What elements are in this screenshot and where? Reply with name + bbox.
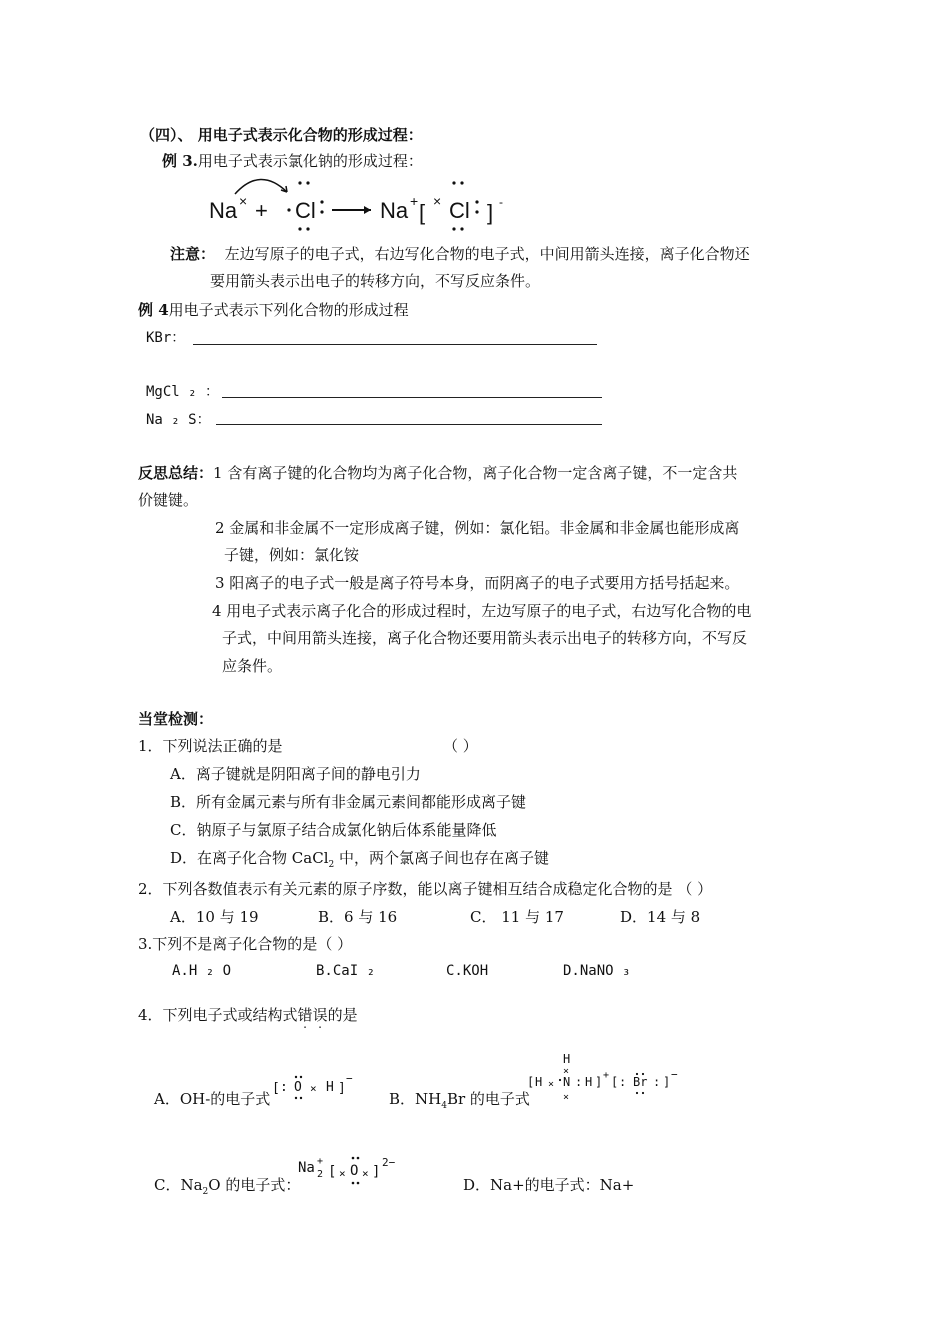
q4-stem: 4．下列电子式或结构式错误的是 (138, 1006, 358, 1024)
svg-text:H: H (326, 1080, 334, 1095)
svg-text:H: H (585, 1075, 593, 1089)
summary-p2-line1: 2 金属和非金属不一定形成离子键，例如：氯化铝。非金属和非金属也能形成离 (215, 519, 740, 537)
summary-p1-line1: 1 含有离子键的化合物均为离子化合物，离子化合物一定含离子键，不一定含共 (213, 464, 738, 482)
bracket-open: [ (419, 200, 426, 225)
cl-ion-charge: - (499, 195, 503, 209)
note-label: 注意： (170, 245, 216, 263)
svg-text:H: H (535, 1075, 543, 1089)
q4-option-d[interactable]: D．Na+的电子式：Na+ (463, 1176, 635, 1194)
note (170, 243, 750, 264)
summary-p1 (138, 462, 737, 483)
q4-option-a[interactable]: A．OH-的电子式 (154, 1090, 271, 1108)
na-electron: × (239, 193, 248, 209)
svg-text:Br: Br (633, 1075, 648, 1089)
svg-text:2: 2 (317, 1169, 324, 1180)
svg-text:]: ] (663, 1075, 671, 1089)
svg-text::: : (280, 1080, 288, 1095)
summary-p4-line2: 子式，中间用箭头连接，离子化合物还要用箭头表示出电子的转移方向，不写反 (222, 629, 748, 647)
svg-text:×: × (339, 1167, 346, 1180)
na2s-label: Na ₂ S： (146, 412, 211, 428)
q1-answer-paren[interactable]: （ ） (443, 737, 478, 755)
q3-stem: 3.下列不是离子化合物的是（ ） (138, 935, 353, 953)
q1-option-b[interactable]: B．所有金属元素与所有非金属元素间都能形成离子键 (170, 793, 527, 811)
nh4br-electron-formula (525, 1052, 685, 1106)
example-3-label: 例 3. (162, 152, 198, 170)
cl-ion-electron: × (433, 193, 442, 209)
summary-p3: 3 阳离子的电子式一般是离子符号本身，而阴离子的电子式要用方括号括起来。 (215, 574, 740, 592)
q2-option-c[interactable]: C． 11 与 17 (470, 908, 564, 926)
svg-text:]: ] (595, 1075, 603, 1089)
svg-text:O: O (350, 1163, 359, 1179)
svg-text:−: − (346, 1072, 353, 1085)
q2-option-d[interactable]: D．14 与 8 (620, 908, 701, 926)
na-atom: Na (209, 198, 238, 223)
q4-option-b[interactable]: B．$NH_4Br$ 的电子式 (389, 1090, 530, 1111)
svg-text:2−: 2− (382, 1156, 396, 1169)
svg-text::: : (575, 1075, 583, 1089)
q4-emphasis-1: 错 (297, 1006, 313, 1024)
svg-text:[: [ (527, 1075, 535, 1089)
svg-text:O: O (294, 1080, 302, 1095)
q3-option-d[interactable]: D.NaNO ₃ (563, 963, 631, 979)
note-line-2: 要用箭头表示出电子的转移方向，不写反应条件。 (210, 272, 541, 290)
svg-text:[: [ (272, 1081, 280, 1096)
svg-text:×: × (310, 1082, 317, 1095)
svg-text:[: [ (328, 1164, 337, 1180)
bracket-close: ] (487, 200, 494, 225)
svg-text:]: ] (372, 1164, 381, 1180)
summary-p1-line2: 价键键。 (138, 491, 199, 509)
q1-stem: 1．下列说法正确的是 (138, 737, 283, 755)
svg-text:−: − (671, 1068, 678, 1081)
svg-text::: : (619, 1075, 627, 1089)
summary-p4-line3: 应条件。 (222, 657, 283, 675)
q3-option-c[interactable]: C.KOH (446, 963, 489, 979)
svg-text:×: × (563, 1066, 570, 1077)
q3-option-a[interactable]: A.H ₂ O (172, 963, 232, 979)
example-4-text: 用电子式表示下列化合物的形成过程 (168, 301, 409, 319)
example-3-text: 用电子式表示氯化钠的形成过程： (197, 152, 423, 170)
svg-text::: : (653, 1075, 661, 1089)
cl-ion: Cl (449, 198, 470, 223)
example-4-label: 例 4 (138, 301, 169, 319)
na2s-answer-line[interactable] (216, 424, 602, 425)
q3-option-b[interactable]: B.CaI ₂ (316, 963, 376, 979)
example-4 (138, 299, 409, 320)
svg-text:×: × (548, 1079, 555, 1090)
kbr-label: KBr： (146, 330, 186, 346)
q2-option-b[interactable]: B．6 与 16 (318, 908, 398, 926)
q2-option-a[interactable]: A．10 与 19 (170, 908, 259, 926)
plus-sign: + (255, 198, 268, 223)
oh-electron-formula (270, 1070, 360, 1104)
mgcl2-answer-line[interactable] (222, 397, 602, 398)
na2o-electron-formula (296, 1150, 416, 1190)
cl-atom: Cl (295, 198, 316, 223)
kbr-answer-line[interactable] (193, 344, 597, 345)
q1-option-a[interactable]: A．离子键就是阴阳离子间的静电引力 (170, 765, 421, 783)
q4-emphasis-2: 误 (312, 1006, 328, 1024)
q4-option-c[interactable]: C．$Na_2O$ 的电子式： (154, 1176, 301, 1197)
svg-text:×: × (362, 1167, 369, 1180)
section-heading: （四）、 用电子式表示化合物的形成过程： (140, 126, 423, 144)
note-line-1: 左边写原子的电子式，右边写化合物的电子式，中间用箭头连接，离子化合物还 (224, 245, 750, 263)
svg-text:]: ] (338, 1081, 346, 1096)
svg-text:[: [ (611, 1075, 619, 1089)
svg-text:Na: Na (298, 1160, 315, 1176)
mgcl2-label: MgCl ₂ ： (146, 384, 220, 400)
summary-label: 反思总结： (138, 464, 214, 482)
na-ion: Na (380, 198, 409, 223)
summary-p2-line2: 子键，例如：氯化铵 (224, 546, 360, 564)
q2-stem: 2．下列各数值表示有关元素的原子序数，能以离子键相互结合成稳定化合物的是 （ ） (138, 880, 713, 898)
svg-text:×: × (563, 1092, 570, 1103)
svg-text:N: N (563, 1075, 571, 1089)
test-label: 当堂检测： (138, 710, 214, 728)
nacl-formation-formula (205, 168, 515, 240)
svg-text:+: + (603, 1070, 610, 1081)
svg-text:H: H (563, 1052, 571, 1066)
svg-text:+: + (317, 1156, 324, 1167)
q1-option-c[interactable]: C．钠原子与氯原子结合成氯化钠后体系能量降低 (170, 821, 497, 839)
na-ion-charge: + (410, 193, 419, 209)
summary-p4-line1: 4 用电子式表示离子化合的形成过程时，左边写原子的电子式，右边写化合物的电 (212, 602, 752, 620)
q1-option-d[interactable]: D．在离子化合物 CaCl$_2$ 中，两个氯离子间也存在离子键 (170, 849, 550, 870)
electron-transfer-arrow (235, 179, 287, 194)
